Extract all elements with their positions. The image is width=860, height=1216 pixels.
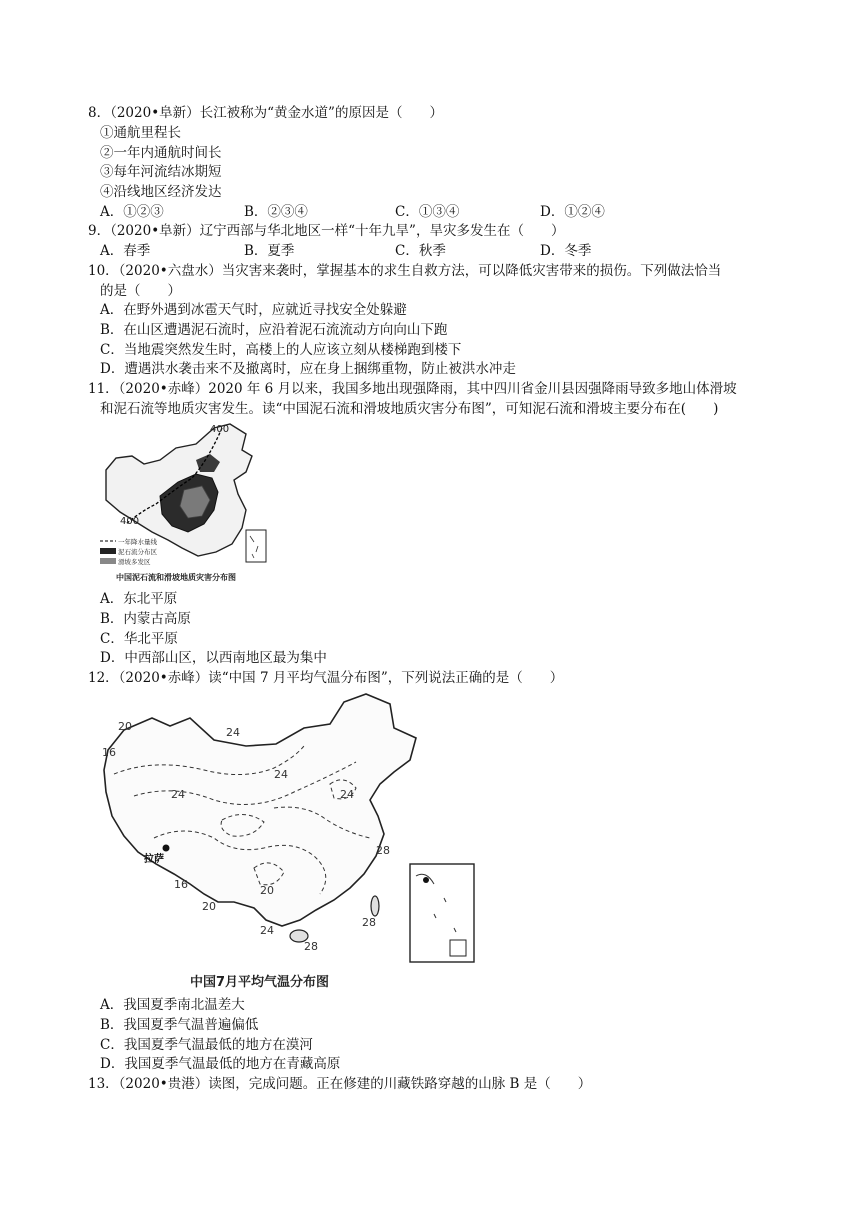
q11-option-a[interactable]: A．东北平原 bbox=[100, 591, 178, 607]
isotherm-label: 24 bbox=[260, 924, 274, 937]
q12-option-a[interactable]: A．我国夏季南北温差大 bbox=[100, 997, 245, 1013]
q12-stem: 12．（2020•赤峰）读“中国 7 月平均气温分布图”，下列说法正确的是（ ） bbox=[88, 670, 564, 686]
isotherm-label: 20 bbox=[118, 720, 132, 733]
isohyet-label-top: 400 bbox=[210, 424, 230, 435]
isotherm-label: 20 bbox=[202, 900, 216, 913]
isotherm-label: 24 bbox=[171, 788, 185, 801]
q11-stem-line1: 11．（2020•赤峰）2020 年 6 月以来，我国多地出现强降雨，其中四川省金川县因强降雨导致多地山体滑坡 bbox=[88, 381, 737, 397]
taiwan-island bbox=[371, 896, 379, 916]
q8-option-a[interactable]: A．①②③ bbox=[100, 204, 164, 220]
q10-option-a[interactable]: A．在野外遇到冰雹天气时，应就近寻找安全处躲避 bbox=[100, 302, 407, 318]
legend-landslide: 滑坡多发区 bbox=[118, 558, 151, 566]
q10-stem-line2: 的是（ ） bbox=[100, 283, 181, 299]
isohyet-label-left: 400 bbox=[120, 516, 140, 527]
isotherm-label: 24 bbox=[226, 726, 240, 739]
q11-option-c[interactable]: C．华北平原 bbox=[100, 631, 178, 647]
isotherm-label: 16 bbox=[174, 878, 188, 891]
landslide-map-figure bbox=[96, 420, 286, 590]
south-sea-inset bbox=[246, 530, 266, 562]
q9-stem: 9．（2020•阜新）辽宁西部与华北地区一样“十年九旱”，旱灾多发生在（ ） bbox=[88, 223, 565, 239]
q9-option-b[interactable]: B．夏季 bbox=[244, 243, 295, 259]
q8-statement-4: ④沿线地区经济发达 bbox=[100, 184, 222, 200]
landslide-map-caption: 中国泥石流和滑坡地质灾害分布图 bbox=[116, 573, 236, 582]
q8-option-c[interactable]: C．①③④ bbox=[395, 204, 460, 220]
isotherm-label: 28 bbox=[376, 844, 390, 857]
q8-statement-1: ①通航里程长 bbox=[100, 125, 181, 141]
q9-option-d[interactable]: D．冬季 bbox=[540, 243, 592, 259]
q11-option-b[interactable]: B．内蒙古高原 bbox=[100, 611, 191, 627]
q8-option-d[interactable]: D．①②④ bbox=[540, 204, 605, 220]
q8-option-b[interactable]: B．②③④ bbox=[244, 204, 308, 220]
q9-option-c[interactable]: C．秋季 bbox=[395, 243, 446, 259]
q12-option-b[interactable]: B．我国夏季气温普遍偏低 bbox=[100, 1017, 259, 1033]
legend-debris-flow: 泥石流分布区 bbox=[118, 548, 157, 556]
q13-stem: 13．（2020•贵港）读图，完成问题。正在修建的川藏铁路穿越的山脉 B 是（ ） bbox=[88, 1076, 592, 1092]
q9-option-a[interactable]: A．春季 bbox=[100, 243, 151, 259]
temperature-map-figure bbox=[94, 688, 484, 994]
isotherm-label: 24 bbox=[274, 768, 288, 781]
landslide-map bbox=[96, 420, 286, 590]
isotherm-label: 24 bbox=[340, 788, 354, 801]
q10-option-c[interactable]: C．当地震突然发生时，高楼上的人应该立刻从楼梯跑到楼下 bbox=[100, 342, 462, 358]
q12-option-d[interactable]: D．我国夏季气温最低的地方在青藏高原 bbox=[100, 1056, 341, 1072]
q8-statement-3: ③每年河流结冰期短 bbox=[100, 164, 222, 180]
lhasa-marker bbox=[163, 845, 170, 852]
q8-stem: 8．（2020•阜新）长江被称为“黄金水道”的原因是（ ） bbox=[88, 105, 443, 121]
q12-option-c[interactable]: C．我国夏季气温最低的地方在漠河 bbox=[100, 1037, 313, 1053]
q11-stem-line2: 和泥石流等地质灾害发生。读“中国泥石流和滑坡地质灾害分布图”，可知泥石流和滑坡主要分布在( ) bbox=[100, 401, 719, 417]
temperature-map bbox=[94, 688, 484, 994]
q10-option-b[interactable]: B．在山区遭遇泥石流时，应沿着泥石流流动方向向山下跑 bbox=[100, 322, 448, 338]
isotherm-label: 28 bbox=[362, 916, 376, 929]
q8-statement-2: ②一年内通航时间长 bbox=[100, 145, 222, 161]
lhasa-label: 拉萨 bbox=[144, 854, 164, 865]
legend-isohyet: 一年降水量线 bbox=[118, 538, 157, 546]
q11-option-d[interactable]: D．中西部山区，以西南地区最为集中 bbox=[100, 650, 327, 666]
isotherm-label: 16 bbox=[102, 746, 116, 759]
isotherm-label: 28 bbox=[304, 940, 318, 953]
temperature-map-caption: 中国7月平均气温分布图 bbox=[190, 975, 330, 990]
isotherm-label: 20 bbox=[260, 884, 274, 897]
q10-stem-line1: 10．（2020•六盘水）当灾害来袭时，掌握基本的求生自救方法，可以降低灾害带来的损伤。下列做法恰当 bbox=[88, 263, 722, 279]
q10-option-d[interactable]: D．遭遇洪水袭击来不及撤离时，应在身上捆绑重物，防止被洪水冲走 bbox=[100, 361, 516, 377]
